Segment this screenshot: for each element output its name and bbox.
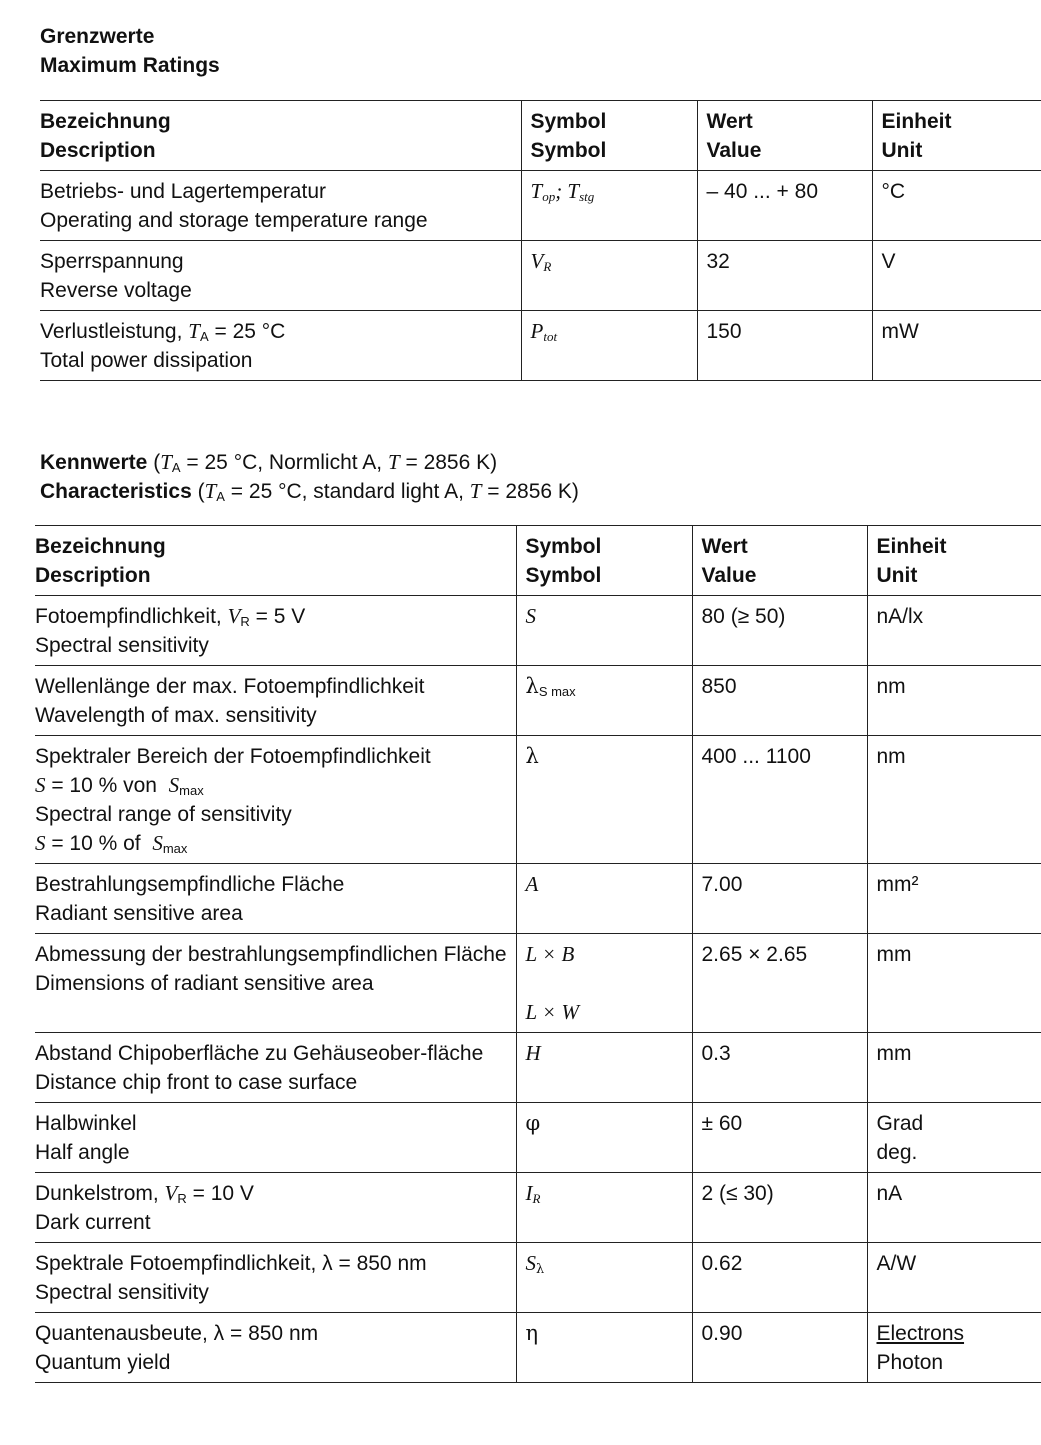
desc-de: Dunkelstrom, $V_R = 10$ V (35, 1181, 254, 1206)
row-symbol: η (516, 1313, 692, 1383)
row-value: 400 ... 1100 (692, 736, 867, 864)
unit-en: deg. (876, 1141, 918, 1164)
header-val-de: Wert (706, 110, 753, 133)
row-symbol: $I_R$ (516, 1173, 692, 1243)
header-desc-de: Bezeichnung (40, 110, 171, 133)
table-row (35, 1103, 1041, 1173)
desc-de-cond: = 25 °C (214, 320, 286, 343)
table-row (35, 934, 1041, 1033)
header-unit (872, 101, 1041, 171)
row-description (40, 311, 521, 381)
row-value: – 40 ... + 80 (697, 171, 872, 241)
row-description (40, 171, 521, 241)
desc-de: Quantenausbeute, λ = 850 nm (35, 1322, 319, 1345)
row-symbol: $\lambda_{S max}$ (516, 666, 692, 736)
characteristics-table (35, 525, 1041, 1383)
row-description (35, 1313, 516, 1383)
desc-en: Wavelength of max. sensitivity (35, 704, 317, 727)
table-row (40, 311, 1041, 381)
table-header-row (40, 101, 1041, 171)
row-unit: nm (867, 736, 1041, 864)
row-unit (867, 1103, 1041, 1173)
row-description (35, 1173, 516, 1243)
characteristics-title-de-line: Kennwerte ($T_A = 25$ °C, Normlicht A, T = 2856 K) (40, 450, 498, 475)
row-unit: nA/lx (867, 596, 1041, 666)
symbol-en: L × W (525, 1000, 579, 1024)
row-value: 7.00 (692, 864, 867, 934)
desc-de: Wellenlänge der max. Fotoempfindlichkeit (35, 675, 425, 698)
desc-de-text: Verlustleistung, (40, 320, 183, 343)
row-description (35, 736, 516, 864)
desc-en: Quantum yield (35, 1351, 171, 1374)
max-ratings-title-en: Maximum Ratings (40, 54, 220, 77)
row-value: 0.3 (692, 1033, 867, 1103)
desc-en: Half angle (35, 1141, 130, 1164)
table-row (40, 241, 1041, 311)
characteristics-heading (40, 448, 579, 506)
header-val-en: Value (706, 139, 762, 162)
table-row (35, 864, 1041, 934)
desc-de: Spektraler Bereich der Fotoempfindlichkeit (35, 745, 431, 768)
header-symbol (521, 101, 697, 171)
header-unit-en: Unit (881, 139, 923, 162)
table-row (35, 666, 1041, 736)
header-desc-en: Description (40, 139, 156, 162)
row-symbol: φ (516, 1103, 692, 1173)
desc-de: Sperrspannung (40, 250, 184, 273)
table-row (35, 736, 1041, 864)
header-description (35, 526, 516, 596)
row-symbol: $V_R$ (521, 241, 697, 311)
desc-de: Abmessung der bestrahlungsempfindlichen Fläche (35, 943, 507, 966)
desc-de: Betriebs- und Lagertemperatur (40, 180, 326, 203)
desc-de: Verlustleistung, $T_A = 25$ °C (40, 319, 286, 344)
row-unit: mm² (867, 864, 1041, 934)
characteristics-title-en: Characteristics (40, 480, 192, 503)
header-unit-de: Einheit (881, 110, 952, 133)
table-header-row (35, 526, 1041, 596)
row-unit: mm (867, 1033, 1041, 1103)
row-value: 850 (692, 666, 867, 736)
desc-en-cond: S = 10 % of $S_{max}$ (35, 831, 188, 856)
row-value: 2 (≤ 30) (692, 1173, 867, 1243)
header-val-de: Wert (701, 535, 748, 558)
row-value: 150 (697, 311, 872, 381)
desc-en: Distance chip front to case surface (35, 1071, 358, 1094)
table-row (35, 596, 1041, 666)
header-unit-en: Unit (876, 564, 918, 587)
row-symbol: $S_\lambda$ (516, 1243, 692, 1313)
desc-en: Reverse voltage (40, 279, 192, 302)
row-unit: A/W (867, 1243, 1041, 1313)
row-value: 0.90 (692, 1313, 867, 1383)
desc-en: Dark current (35, 1211, 151, 1234)
desc-en: Radiant sensitive area (35, 902, 243, 925)
desc-en: Spectral sensitivity (35, 1281, 209, 1304)
row-unit: V (872, 241, 1041, 311)
row-value: 2.65 × 2.65 (692, 934, 867, 1033)
max-ratings-heading (40, 22, 220, 80)
unit-de: Grad (876, 1112, 924, 1135)
desc-de-cond: S = 10 % von $S_{max}$ (35, 773, 204, 798)
header-desc-de: Bezeichnung (35, 535, 166, 558)
desc-de: Bestrahlungsempfindliche Fläche (35, 873, 345, 896)
header-desc-en: Description (35, 564, 151, 587)
table-row (35, 1243, 1041, 1313)
row-unit: mW (872, 311, 1041, 381)
desc-en: Dimensions of radiant sensitive area (35, 972, 374, 995)
row-value: 80 (≥ 50) (692, 596, 867, 666)
max-ratings-title-de: Grenzwerte (40, 25, 155, 48)
row-symbol: $P_{tot}$ (521, 311, 697, 381)
header-sym-en: Symbol (530, 139, 607, 162)
row-symbol (516, 934, 692, 1033)
desc-en: Spectral sensitivity (35, 634, 209, 657)
row-description (35, 1103, 516, 1173)
row-description (40, 241, 521, 311)
table-row (35, 1033, 1041, 1103)
row-unit: mm (867, 934, 1041, 1033)
table-row (35, 1173, 1041, 1243)
row-symbol: H (516, 1033, 692, 1103)
desc-de: Abstand Chipoberfläche zu Gehäuseober-fläche (35, 1042, 484, 1065)
row-value: ± 60 (692, 1103, 867, 1173)
desc-de: Halbwinkel (35, 1112, 137, 1135)
characteristics-title-en-line: Characteristics ($T_A = 25$ °C, standard light A, T = 2856 K) (40, 479, 579, 504)
desc-en: Operating and storage temperature range (40, 209, 428, 232)
row-symbol: λ (516, 736, 692, 864)
max-ratings-table (40, 100, 1041, 381)
row-description (35, 1243, 516, 1313)
desc-en: Total power dissipation (40, 349, 253, 372)
desc-en: Spectral range of sensitivity (35, 803, 292, 826)
header-unit (867, 526, 1041, 596)
table-row (40, 171, 1041, 241)
row-unit: nA (867, 1173, 1041, 1243)
table-row (35, 1313, 1041, 1383)
desc-de: Spektrale Fotoempfindlichkeit, λ = 850 nm (35, 1252, 427, 1275)
row-unit: nm (867, 666, 1041, 736)
header-unit-de: Einheit (876, 535, 947, 558)
header-sym-en: Symbol (525, 564, 602, 587)
unit-numerator: Electrons (876, 1322, 965, 1345)
header-val-en: Value (701, 564, 757, 587)
header-sym-de: Symbol (525, 535, 602, 558)
row-symbol: $T_{op}$; $T_{stg}$ (521, 171, 697, 241)
row-value: 32 (697, 241, 872, 311)
symbol-de: L × B (525, 942, 575, 966)
header-description (40, 101, 521, 171)
row-value: 0.62 (692, 1243, 867, 1313)
header-value (697, 101, 872, 171)
row-description (35, 864, 516, 934)
row-unit: °C (872, 171, 1041, 241)
row-unit (867, 1313, 1041, 1383)
row-symbol: S (516, 596, 692, 666)
row-description (35, 596, 516, 666)
header-value (692, 526, 867, 596)
row-symbol: A (516, 864, 692, 934)
row-description (35, 1033, 516, 1103)
unit-denominator: Photon (876, 1351, 944, 1374)
row-description (35, 934, 516, 1033)
header-symbol (516, 526, 692, 596)
header-sym-de: Symbol (530, 110, 607, 133)
characteristics-title-de: Kennwerte (40, 451, 148, 474)
desc-de: Fotoempfindlichkeit, $V_R = 5$ V (35, 604, 306, 629)
row-description (35, 666, 516, 736)
